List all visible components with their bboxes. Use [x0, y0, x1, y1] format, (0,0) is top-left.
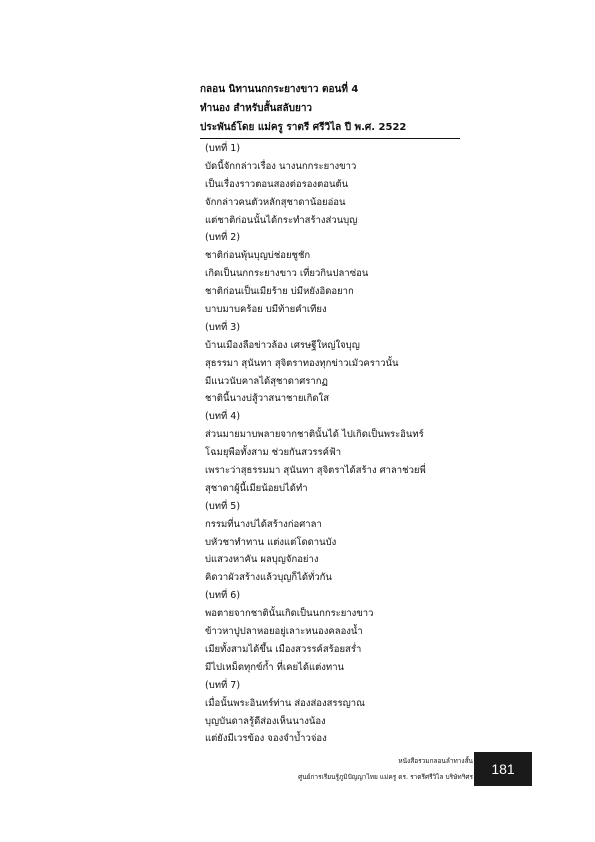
poem-title: กลอน นิทานนกกระยางขาว ตอนที่ 4: [200, 84, 359, 95]
verse-line: เมื่อนั้นพระอินทร์ท่าน ส่องส่องสรรญาณ: [205, 697, 365, 709]
verse-line: ข้าวหาปูปลาหอยอยู่เลาะหนองคลองน้ำ: [205, 626, 363, 638]
verse-line: มีไปเหม็ดทุกข์ก้ำ ที่เคยได้แต่งทาน: [205, 661, 345, 673]
verse-line: บ้านเมืองลือข่าวล้อง เศรษฐีใหญ่ใจบุญ: [205, 339, 360, 351]
verse-line: แต่ชาติก่อนนั้นได้กระทำสร้างส่วนบุญ: [205, 214, 358, 226]
verse-section-title: (บทที่ 7): [205, 679, 241, 691]
verse-line: เกิดเป็นนกกระยางขาว เที่ยวกินปลาซ่อน: [205, 268, 369, 280]
verse-line: ชาติก่อนพุ้นบุญบ่ช่อยชูชัก: [205, 250, 311, 262]
verse-section-title: (บทที่ 6): [205, 590, 241, 602]
verse-line: พอตายจากชาตินั้นเกิดเป็นนกกระยางขาว: [205, 608, 374, 620]
verse-section-title: (บทที่ 5): [205, 500, 241, 512]
verse-line: เป็นเรื่องราวตอนสองต่อรองตอนต้น: [205, 178, 349, 190]
poem-body: [205, 140, 475, 748]
poem-melody: ทำนอง สำหรับสั้นสลับยาว: [200, 103, 313, 114]
poem-author: ประพันธ์โดย แม่ครู ราตรี ศรีวิไล ปี พ.ศ. 2522: [200, 118, 460, 139]
footer-book-title: หนังสือรวมกลอนลำทางสั้น: [398, 757, 473, 765]
poem-header: [200, 80, 460, 139]
verse-line: คิดวาผัวสร้างแล้วบุญก็ได้ทั่วกัน: [205, 572, 332, 584]
verse-line: แต่ยังมีเวรข้อง จองจำบ้ำวจ่อง: [205, 733, 327, 745]
verse-line: ชาติก่อนเป็นเมียร้าย บ่มีหยังอิดอยาก: [205, 286, 354, 298]
verse-line: บ่แสวงหาคัน ผลบุญจักอย่าง: [205, 554, 319, 566]
verse-line: ชาตินี้นางบ่สู้วาสนาชายเกิดใส: [205, 393, 329, 405]
verse-section-title: (บทที่ 2): [205, 232, 241, 244]
verse-section-title: (บทที่ 1): [205, 143, 241, 154]
verse-section-title: (บทที่ 4): [205, 411, 241, 423]
page-number: 181: [474, 752, 532, 786]
page-footer: [250, 752, 535, 792]
verse-line: สุชาดาผู้นี้เมียน้อยบ่ได้ทำ: [205, 482, 308, 494]
verse-line: กรรมที่นางบ่ได้สร้างก่อศาลา: [205, 518, 322, 530]
verse-line: โฉมยุพือทั้งสาม ช่วยกันสวรรค์ฟ้า: [205, 447, 342, 459]
footer-credit: ศูนย์การเรียนรู้ภูมิปัญญาไทย แม่ครู ดร. ราตรีศรีวิไล บริษัทฯิศร: [298, 773, 473, 781]
verse-line: บหัวชาทำทาน แต่งแต่โดดานบัง: [205, 536, 337, 548]
verse-line: มีแนวนับคาลได้สุชาดาศรากฏ: [205, 375, 328, 387]
verse-line: บัดนี้จักกล่าวเรื่อง นางนกกระยางขาว: [205, 160, 357, 172]
verse-line: ส่วนมายมาบพลายจากชาตินั้นได้ ไปเกิดเป็นพระอินทร์: [205, 429, 424, 441]
verse-line: เพราะว่าสุธรรมมา สุนันทา สุจิตราได้สร้าง ศาลาช่วยพี่: [205, 465, 426, 477]
verse-line: เมียทั้งสามได้ขึ้น เมืองสวรรค์สร้อยสร่ำ: [205, 643, 362, 655]
verse-line: สุธรรมา สุนันทา สุจิตราทองทุกข่าวเมัวคราวนั้น: [205, 357, 399, 369]
verse-line: จักกล่าวคนตัวหลักสุชาดาน้อยอ่อน: [205, 196, 346, 208]
verse-section-title: (บทที่ 3): [205, 321, 241, 333]
verse-line: บาบมาบคร้อย บมีท้ายคำเทียง: [205, 304, 327, 316]
verse-line: บุญบันดาลรู้ดีส่องเห็นนางน้อง: [205, 715, 326, 727]
